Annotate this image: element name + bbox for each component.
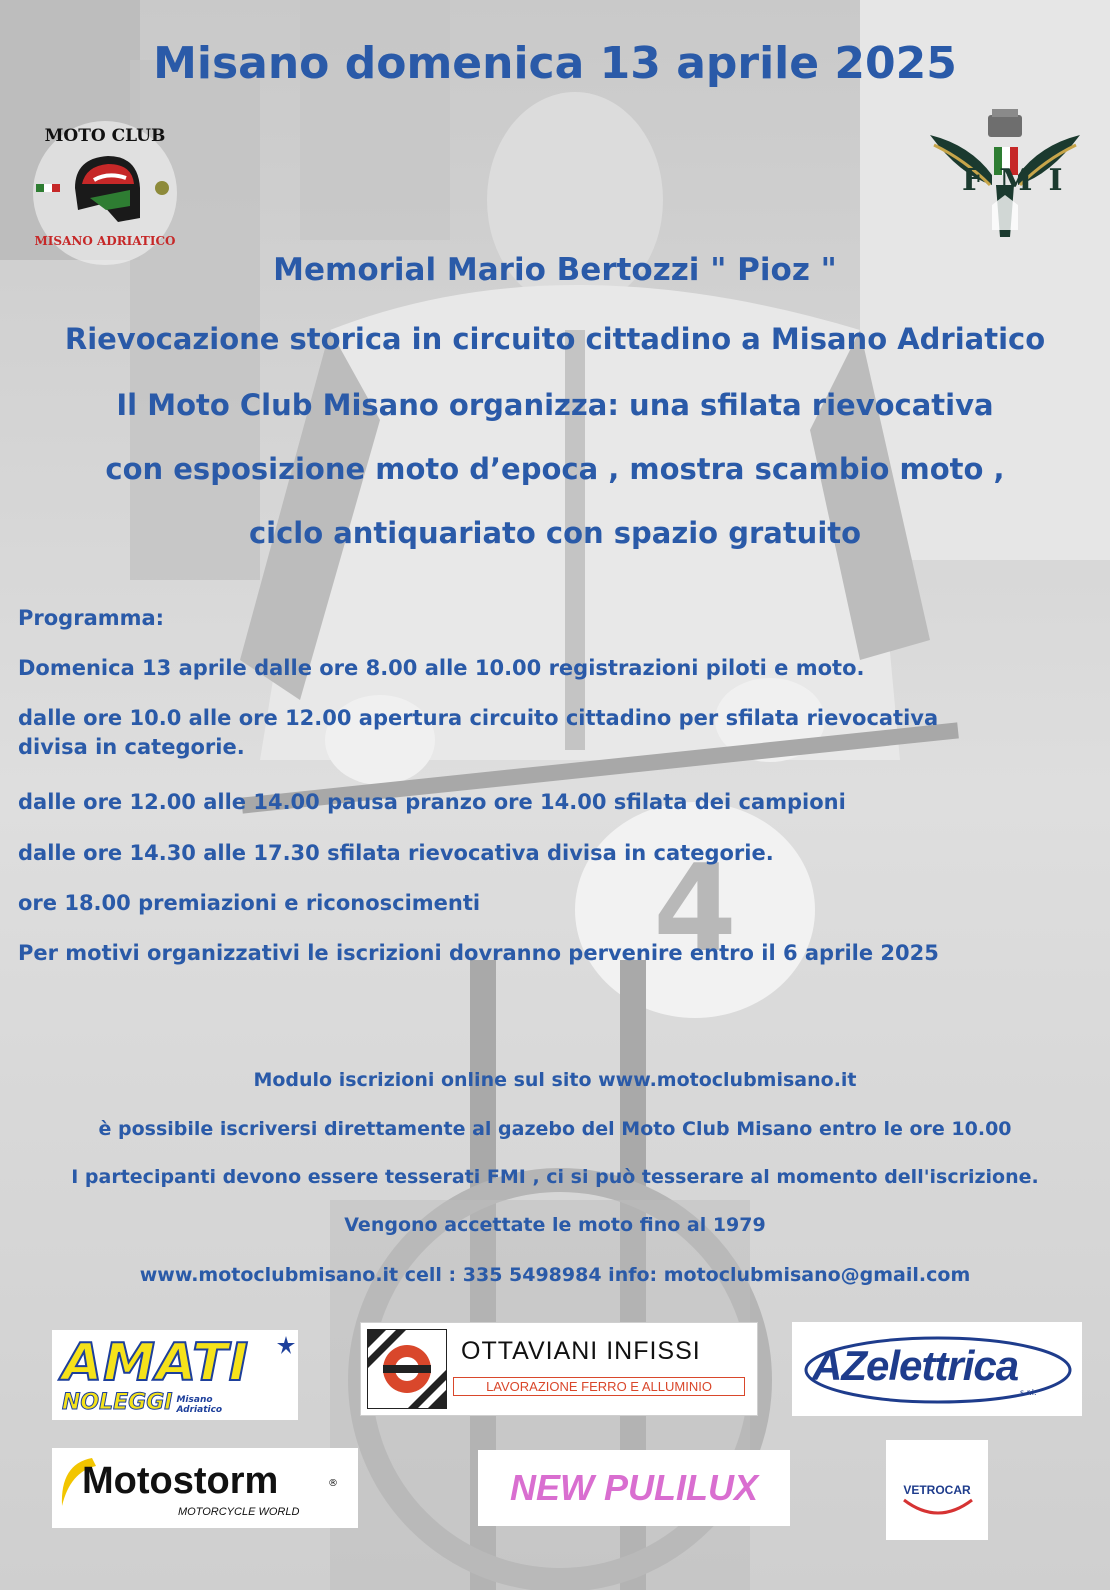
fmi-logo — [930, 105, 1080, 245]
page-title: Misano domenica 13 aprile 2025 — [153, 38, 957, 89]
pulilux-name: NEW PULILUX — [510, 1467, 758, 1508]
sponsor-ottaviani-logo — [360, 1322, 758, 1416]
program-item: dalle ore 10.0 alle ore 12.00 apertura circuito cittadino per sfilata rievocativa — [18, 706, 939, 730]
azelettrica-name: AZelettrica — [812, 1342, 1019, 1389]
ottaviani-emblem-icon — [367, 1329, 447, 1409]
sponsor-amati-logo — [52, 1330, 298, 1420]
registered-icon: ® — [328, 1478, 338, 1489]
headline-line-2: Il Moto Club Misano organizza: una sfilata rievocativa — [116, 388, 994, 422]
sponsor-pulilux-logo — [478, 1450, 790, 1526]
sponsor-vetrocar-logo — [886, 1440, 988, 1540]
headline-line-1: Rievocazione storica in circuito cittadino a Misano Adriatico — [64, 322, 1046, 356]
program-item: divisa in categorie. — [18, 735, 245, 759]
ottaviani-name: OTTAVIANI INFISSI — [461, 1337, 701, 1365]
info-bike-year-limit: Vengono accettate le moto fino al 1979 — [344, 1214, 766, 1236]
program-item: Domenica 13 aprile dalle ore 8.00 alle 10.00 registrazioni piloti e moto. — [18, 656, 865, 680]
motostorm-sub: MOTORCYCLE WORLD — [178, 1506, 300, 1518]
amati-place-2: Adriatico — [176, 1404, 223, 1415]
moto-club-logo — [30, 118, 180, 268]
memorial-title: Memorial Mario Bertozzi " Pioz " — [273, 252, 837, 288]
headline-line-3: con esposizione moto d’epoca , mostra scambio moto , — [105, 452, 1005, 486]
motostorm-name: Motostorm — [82, 1460, 279, 1502]
vetrocar-name: VETROCAR — [903, 1483, 971, 1497]
amati-name: AMATI — [62, 1332, 250, 1393]
sponsor-azelettrica-logo — [792, 1322, 1082, 1416]
vetrocar-arc-icon — [898, 1462, 978, 1522]
program-item: ore 18.00 premiazioni e riconoscimenti — [18, 891, 481, 915]
amati-sub: NOLEGGI — [62, 1389, 173, 1415]
program-deadline: Per motivi organizzativi le iscrizioni dovranno pervenire entro il 6 aprile 2025 — [18, 941, 939, 965]
ottaviani-sub: LAVORAZIONE FERRO E ALLUMINIO — [453, 1377, 745, 1396]
fmi-letters: FMI — [962, 163, 1079, 198]
sponsor-motostorm-logo — [52, 1448, 358, 1528]
program-heading: Programma: — [18, 606, 165, 630]
star-icon — [277, 1336, 295, 1354]
club-logo-top-text: MOTO CLUB — [44, 126, 166, 146]
program-item: dalle ore 14.30 alle 17.30 sfilata rievocativa divisa in categorie. — [18, 841, 774, 865]
amati-place-1: Misano — [176, 1394, 213, 1405]
azelettrica-suffix: s.r.l. — [1020, 1388, 1037, 1397]
info-gazebo-registration: è possibile iscriversi direttamente al gazebo del Moto Club Misano entro le ore 10.00 — [98, 1118, 1012, 1140]
club-logo-bottom-text: MISANO ADRIATICO — [34, 234, 176, 248]
headline-line-4: ciclo antiquariato con spazio gratuito — [248, 516, 862, 550]
race-number: 4 — [653, 840, 737, 979]
info-fmi-membership: I partecipanti devono essere tesserati FMI , ci si può tesserare al momento dell'iscrizione. — [71, 1166, 1039, 1188]
info-online-registration: Modulo iscrizioni online sul sito www.motoclubmisano.it — [253, 1069, 857, 1091]
contact-line: www.motoclubmisano.it cell : 335 5498984 info: motoclubmisano@gmail.com — [139, 1264, 971, 1286]
program-item: dalle ore 12.00 alle 14.00 pausa pranzo ore 14.00 sfilata dei campioni — [18, 790, 846, 814]
